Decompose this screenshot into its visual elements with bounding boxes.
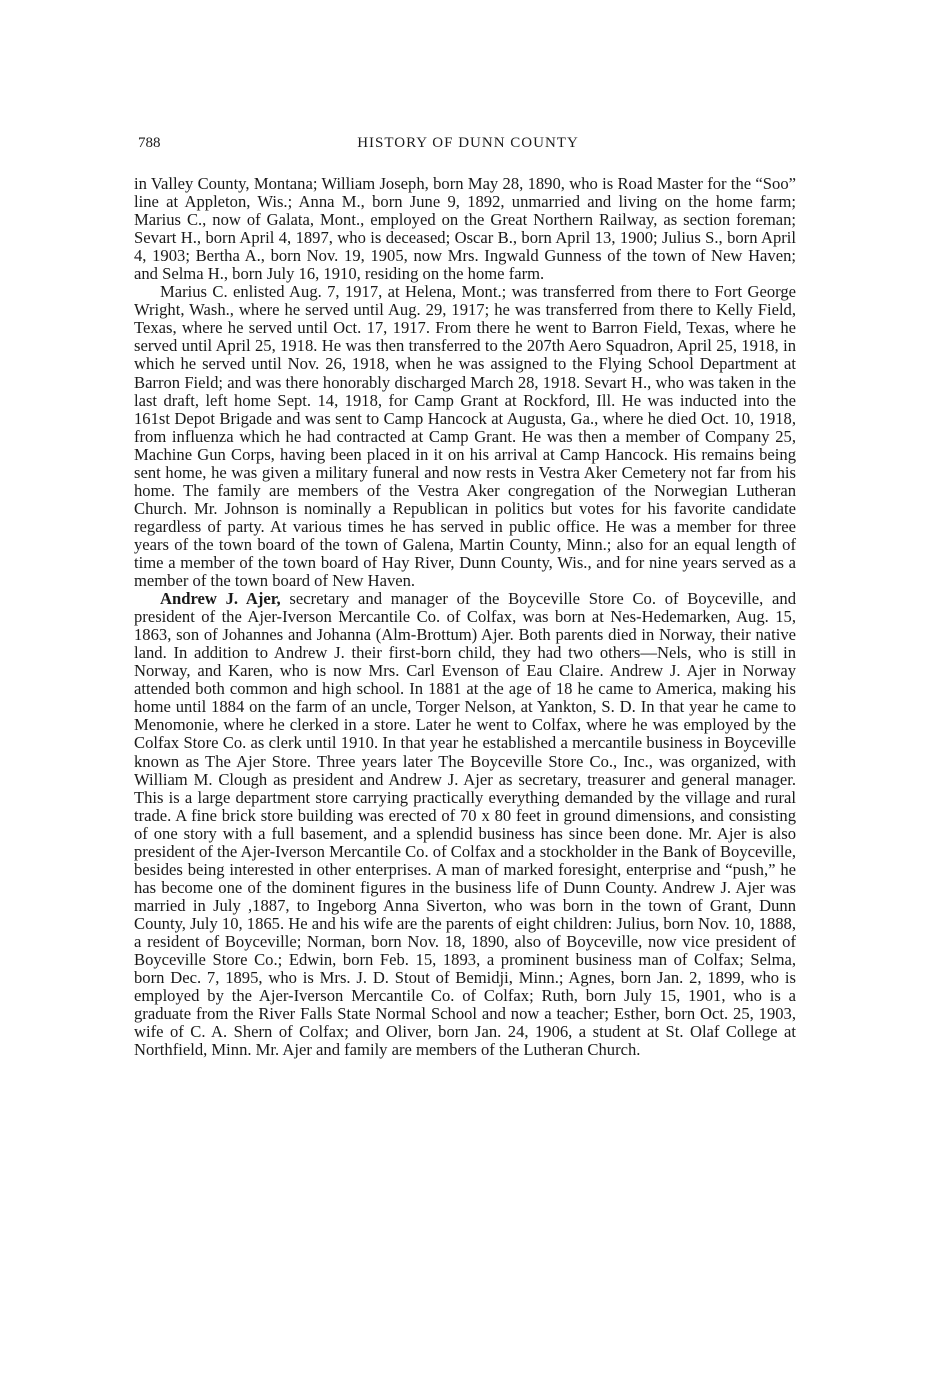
paragraph-text: Marius C. enlisted Aug. 7, 1917, at Helena, Mont.; was transferred from there to Fort George Wright, Wash., where he served until Aug. 29, 1917; he was transferred from there to Kelly Field, Texas, where he served until Oct. 17, 1917. From there he went to Barron Field, Texas, where he served until April 25, 1918. He was then transferred to the 207th Aero Squadron, April 25, 1918, in which he served until Nov. 26, 1918, when he was assigned to the Flying School Department at Barron Field; and was there honorably discharged March 28, 1918. Sevart H., who was taken in the last draft, left home Sept. 14, 1918, for Camp Grant at Rockford, Ill. He was inducted into the 161st Depot Brigade and was sent to Camp Hancock at Augusta, Ga., where he died Oct. 10, 1918, from influenza which he had contracted at Camp Grant. He was then a member of Company 25, Machine Gun Corps, having been placed in it on his arrival at Camp Hancock. His remains being sent home, he was given a military funeral and now rests in Vestra Aker Cemetery not far from his home. The family are members of the Vestra Aker congregation of the Norwegian Lutheran Church. Mr. Johnson is nominally a Republican in politics but votes for his favorite candidate regardless of party. At various times he has served in public office. He was a member for three years of the town board of the town of Galena, Martin County, Minn.; also for an equal length of time a member of the town board of Hay River, Dunn County, Wis., and for nine years served as a member of the town board of New Haven. — [134, 282, 796, 591]
biography-subject-name: Andrew J. Ajer, — [160, 589, 281, 609]
page-number: 788 — [138, 135, 161, 151]
text-body — [134, 175, 796, 1059]
paragraph-andrew-ajer-biography — [134, 590, 796, 1059]
page-header — [138, 135, 798, 159]
paragraph-text: in Valley County, Montana; William Joseph, born May 28, 1890, who is Road Master for the “Soo” line at Appleton, Wis.; Anna M., born June 9, 1892, unmarried and living on the home farm; Marius C., now of Galata, Mont., employed on the Great Northern Railway, as section foreman; Sevart H., born April 4, 1897, who is deceased; Oscar B., born April 13, 1900; Julius S., born April 4, 1903; Bertha A., born Nov. 19, 1905, now Mrs. Ingwald Gunness of the town of New Haven; and Selma H., born July 16, 1910, residing on the home farm. — [134, 174, 796, 284]
running-title: HISTORY OF DUNN COUNTY — [357, 135, 579, 151]
paragraph-military-service — [134, 283, 796, 590]
paragraph-text: secretary and manager of the Boyceville Store Co. of Boyceville, and president of the Ajer-Iverson Mercantile Co. of Colfax, was born at Nes-Hedemarken, Aug. 15, 1863, son of Johannes and Johanna (Alm-Brottum) Ajer. Both parents died in Norway, their native land. In addition to Andrew J. their first-born child, they had two others—Nels, who is still in Norway, and Karen, who is now Mrs. Carl Evenson of Eau Claire. Andrew J. Ajer in Norway attended both common and high school. In 1881 at the age of 18 he came to America, making his home until 1884 on the farm of an uncle, Torger Nelson, at Yankton, S. D. In that year he came to Menomonie, where he clerked in a store. Later he went to Colfax, where he was employed by the Colfax Store Co. as clerk until 1910. In that year he established a mercantile business in Boyceville known as The Ajer Store. Three years later The Boyceville Store Co., Inc., was organized, with William M. Clough as president and Andrew J. Ajer as secretary, treasurer and general manager. This is a large department store carrying practically everything demanded by the village and rural trade. A fine brick store building was erected of 70 x 80 feet in ground dimensions, and consisting of one story with a full basement, and a splendid business has since been done. Mr. Ajer is also president of the Ajer-Iverson Mercantile Co. of Colfax and a stockholder in the Bank of Boyceville, besides being interested in other enterprises. A man of marked foresight, enterprise and “push,” he has become one of the dominent figures in the business life of Dunn County. Andrew J. Ajer was married in July ,1887, to Ingeborg Anna Siverton, who was born in the town of Grant, Dunn County, July 10, 1865. He and his wife are the parents of eight children: Julius, born Nov. 10, 1888, a resident of Boyceville; Norman, born Nov. 18, 1890, also of Boyceville, now vice president of Boyceville Store Co.; Edwin, born Feb. 15, 1893, a prominent business man of Colfax; Selma, born Dec. 7, 1895, who is Mrs. J. D. Stout of Bemidji, Minn.; Agnes, born Jan. 2, 1899, who is employed by the Ajer-Iverson Mercantile Co. of Colfax; Ruth, born July 15, 1901, who is a graduate from the River Falls State Normal School and now a teacher; Esther, born Oct. 25, 1903, wife of C. A. Shern of Colfax; and Oliver, born Jan. 24, 1906, a student at St. Olaf College at Northfield, Minn. Mr. Ajer and family are members of the Lutheran Church. — [134, 589, 796, 1060]
paragraph-family-children — [134, 175, 796, 283]
